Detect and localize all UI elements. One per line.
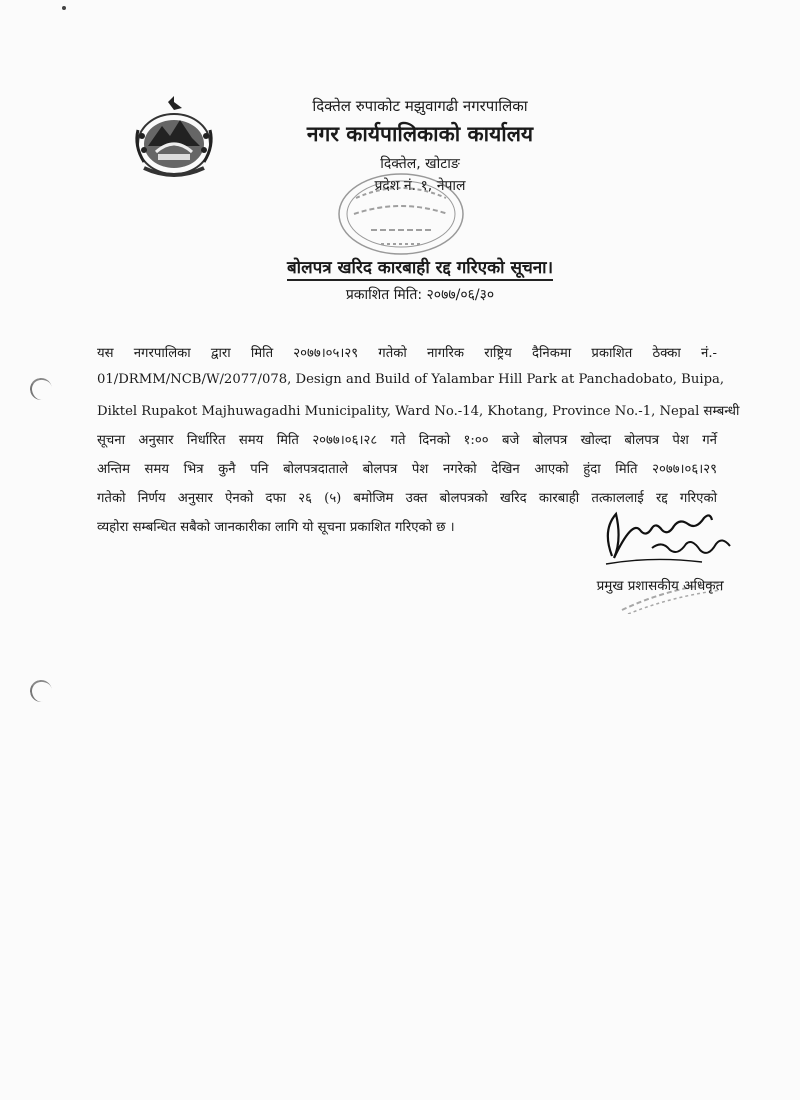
nepal-emblem-icon <box>128 96 220 182</box>
signatory-designation: प्रमुख प्रशासकीय अधिकृत <box>596 578 724 594</box>
body-line: अन्तिम समय भित्र कुनै पनि बोलपत्रदाताले बोलपत्र पेश नगरेको देखिन आएको हुंदा मिति २०७७।०६।२९ <box>97 462 717 477</box>
municipality-name: दिक्तेल रुपाकोट मझुवागढी नगरपालिका <box>312 97 528 115</box>
body-line: यस नगरपालिका द्वारा मिति २०७७।०५।२९ गतेको नागरिक राष्ट्रिय दैनिकमा प्रकाशित ठेक्का नं.- <box>97 346 717 361</box>
body-line: सूचना अनुसार निर्धारित समय मिति २०७७।०६।२८ गते दिनको १:०० बजे बोलपत्र खोल्दा बोलपत्र पेश गर्ने <box>97 433 717 448</box>
scan-dot <box>62 6 66 10</box>
body-line: व्यहोरा सम्बन्धित सबैको जानकारीका लागि यो सूचना प्रकाशित गरिएको छ । <box>97 520 455 535</box>
office-stamp <box>326 168 476 264</box>
notice-title-text: बोलपत्र खरिद कारबाही रद्द गरिएको सूचना। <box>287 258 553 281</box>
office-name: नगर कार्यपालिकाको कार्यालय <box>306 122 534 146</box>
office-address: दिक्तेल, खोटाङ <box>380 156 460 172</box>
punch-hole-top <box>28 376 53 401</box>
body-line: Diktel Rupakot Majhuwagadhi Municipality, Ward No.-14, Khotang, Province No.-1, Nepal सम्बन्धी <box>97 404 740 419</box>
notice-title <box>230 255 610 278</box>
published-date: प्रकाशित मिति: २०७७/०६/३० <box>345 287 495 303</box>
punch-hole-bottom <box>28 678 53 703</box>
body-line: 01/DRMM/NCB/W/2077/078, Design and Build of Yalambar Hill Park at Panchadobato, Buipa, <box>97 372 725 387</box>
body-line: गतेको निर्णय अनुसार ऐनको दफा २६ (५) बमोजिम उक्त बोलपत्रको खरिद कारबाही तत्काललाई रद्द गरिएको <box>97 491 717 506</box>
office-province: प्रदेश नं. १, नेपाल <box>374 178 466 194</box>
signature-image <box>592 500 742 570</box>
